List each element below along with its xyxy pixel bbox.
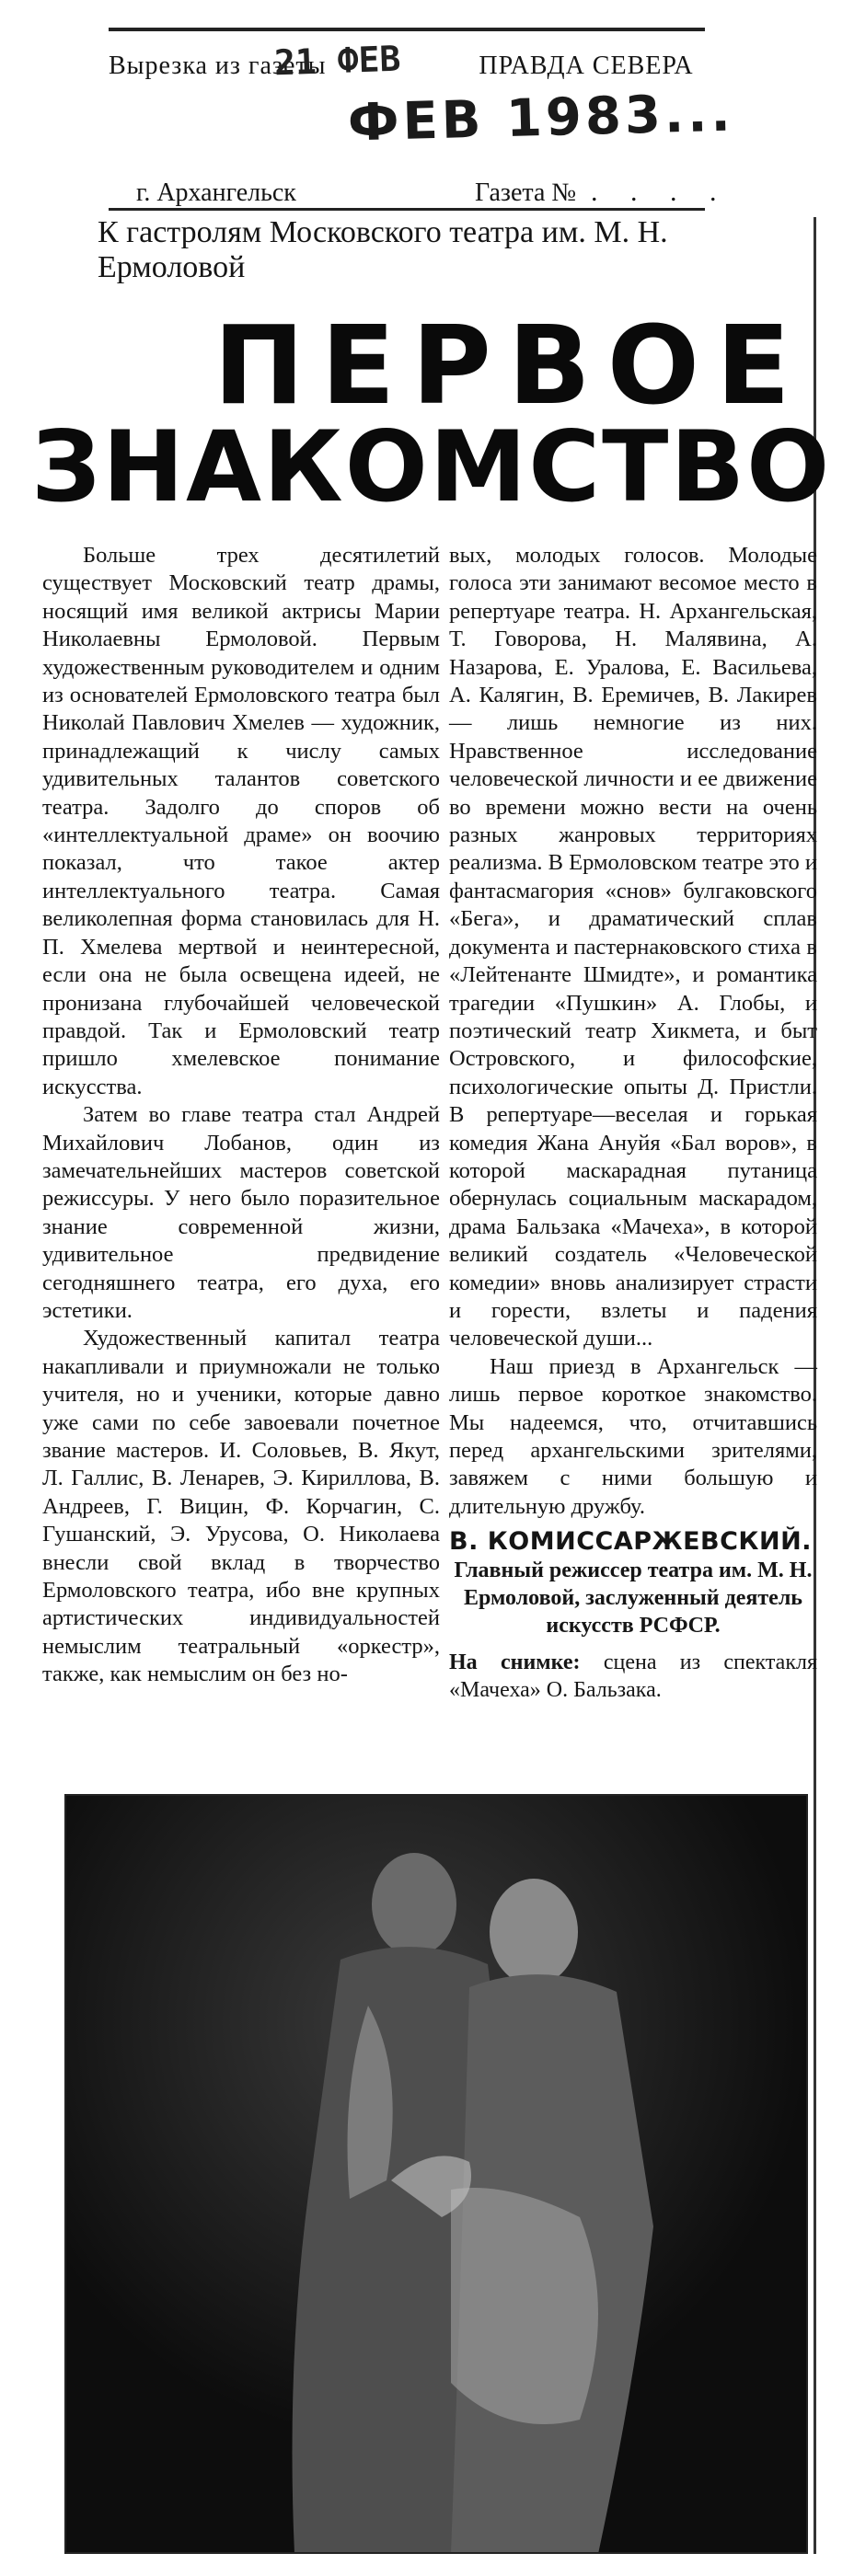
gazeta-number-label: Газета № bbox=[475, 178, 577, 207]
paragraph: Затем во главе театра стал Андрей Михайлович Лобанов, один из замечательнейших мастеров советской режиссуры. У него было поразительное знание современной жизни, удивительное предвидение сегодняшнего театра, его духа, его эстетики. bbox=[42, 1102, 440, 1323]
author-role: Главный режиссер театра им. М. Н. Ермоловой, заслуженный деятель искусств РСФСР. bbox=[454, 1558, 813, 1638]
photo-caption bbox=[449, 1649, 817, 1704]
paragraph: вых, молодых голосов. Молодые голоса эти занимают весомое место в репертуаре театра. Н. Архангельская, Т. Говорова, Н. Малявина, А. Назарова, Е. Уралова, Е. Васильева, А. Калягин, В. Еремичев, В. Лакирев — лишь немногие из них. Нравственное исследование человеческой личности и ее движение во времени можно вести на очень разных жанровых территориях реализма. В Ермоловском театре это и фантасмагория «снов» булгаковского «Бега», и драматический сплав документа и пастернаковского стиха в «Лейтенанте Шмидте», и романтика трагедии «Пушкин» А. Глобы, и поэтический театр Хикмета, и быт Островского, и философские, психологические опыты Д. Пристли. В репертуаре—веселая и горькая комедия Жана Ануйя «Бал воров», в которой маскарадная путаница обернулась социальным маскарадом, драма Бальзака «Мачеха», в которой великий создатель «Человеческой комедии» вновь анализирует страсти и горести, взлеты и падения человеческой души... bbox=[449, 543, 817, 1351]
gazeta-number-blank: . . . . bbox=[591, 177, 730, 207]
clipping-label: Вырезка из газеты bbox=[109, 52, 327, 80]
paragraph: Больше трех десятилетий существует Московский театр драмы, носящий имя великой актрисы Марии Николаевны Ермоловой. Первым художественным руководителем и одним из основателей Ермоловского театра был Николай Павлович Хмелев — художник, принадлежащий к числу самых удивительных талантов советского театра. Задолго до споров об «интеллектуальной драме» он воочию показал, что такое актер интеллектуального театра. Самая великолепная форма становилась для Н. П. Хмелева мертвой и неинтересной, если она не была освещена идеей, не пронизана глубочайшей человеческой правдой. Так и Ермоловский театр пришло хмелевское понимание искусства. bbox=[42, 543, 440, 1099]
article-kicker: К гастролям Московского театра им. М. Н. Ермоловой bbox=[98, 215, 668, 284]
paragraph: Наш приезд в Архангельск — лишь первое короткое знакомство. Мы надеемся, что, отчитавшись перед архангельскими зрителями, завяжем с ними большую и длительную дружбу. bbox=[449, 1353, 817, 1519]
scene-photo bbox=[64, 1794, 808, 2554]
caption-lead: На снимке: bbox=[449, 1650, 581, 1674]
article-title-line-2: ЗНАКОМСТВО bbox=[31, 410, 832, 523]
author-name: В. КОМИССАРЖЕВСКИЙ. bbox=[449, 1527, 812, 1557]
header-rule bbox=[109, 208, 705, 211]
article-column-1 bbox=[42, 542, 440, 1689]
top-rule bbox=[109, 28, 705, 31]
newspaper-name: ПРАВДА СЕВЕРА bbox=[479, 52, 694, 80]
caption-text: сцена из спектакля «Мачеха» О. Бальзака. bbox=[449, 1650, 818, 1702]
stamp-date: 21 ФЕВ bbox=[273, 38, 402, 84]
handwritten-date: ФЕВ 1983... bbox=[347, 83, 735, 154]
article-title-line-1: ПЕРВОЕ bbox=[214, 302, 807, 429]
article-column-2 bbox=[449, 542, 817, 1704]
paragraph: Художественный капитал театра накапливали и приумножали не только учителя, но и ученики, которые давно уже сами по себе завоевали почетное звание мастеров. И. Соловьев, В. Якут, Л. Галлис, В. Ленарев, Э. Кириллова, В. Андреев, Г. Вицин, Ф. Корчагин, С. Гушанский, Э. Урусова, О. Николаева внесли свой вклад в творчество Ермоловского театра, ибо вне крупных артистических индивидуальностей немыслим театральный «оркестр», также, как немыслим он без но- bbox=[42, 1326, 440, 1687]
scene-photo-image bbox=[64, 1794, 808, 2554]
city: г. Архангельск bbox=[136, 178, 296, 207]
